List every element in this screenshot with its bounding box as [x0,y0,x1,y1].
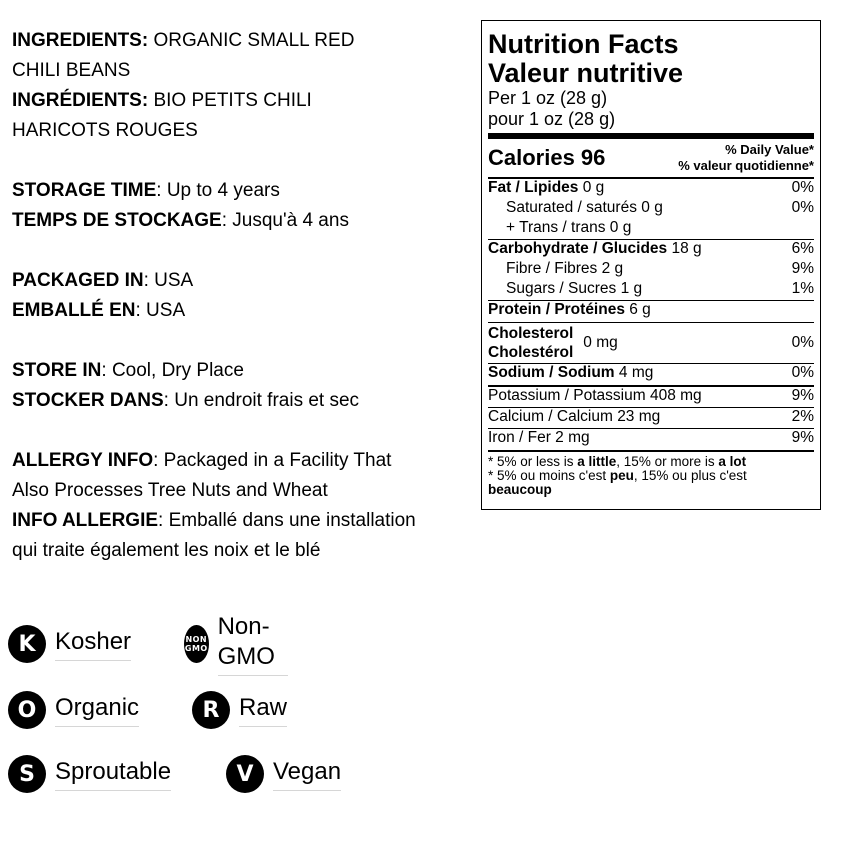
store-in-line: STORE IN: Cool, Dry Place [12,360,244,381]
allergy-info-line: ALLERGY INFO: Packaged in a Facility That [12,450,392,471]
allergy-info-line-2: Also Processes Tree Nuts and Wheat [12,480,328,501]
storage-time-fr-line: TEMPS DE STOCKAGE: Jusqu'à 4 ans [12,210,349,231]
fat-row: Fat / Lipides 0 g 0% [488,179,814,196]
badge-kosher: K Kosher [8,622,131,666]
allergy-info-fr-line-2: qui traite également les noix et le blé [12,540,321,561]
cholesterol-row: Cholesterol Cholestérol 0 mg 0% [488,325,814,361]
badge-vegan: V Vegan [226,752,341,796]
ingredients-fr-line-2: HARICOTS ROUGES [12,120,198,141]
badge-raw: R Raw [192,688,287,732]
storage-time-line: STORAGE TIME: Up to 4 years [12,180,280,201]
carbohydrate-row: Carbohydrate / Glucides 18 g 6% [488,240,814,257]
allergy-info-fr-line: INFO ALLERGIE: Emballé dans une installation [12,510,416,531]
calories-row: Calories 96 % Daily Value* % valeur quotidienne* [488,142,814,173]
sodium-row: Sodium / Sodium 4 mg 0% [488,364,814,381]
badge-non-gmo: NON GMO Non-GMO [184,622,288,666]
iron-row: Iron / Fer 2 mg 9% [488,429,814,446]
ingredients-line: INGREDIENTS: ORGANIC SMALL RED [12,30,355,51]
kosher-icon: K [8,625,46,663]
potassium-row: Potassium / Potassium 408 mg 9% [488,387,814,404]
packaged-in-fr-line: EMBALLÉ EN: USA [12,300,186,321]
packaged-in-line: PACKAGED IN: USA [12,270,194,291]
badge-organic: O Organic [8,688,139,732]
product-info [12,26,472,566]
sproutable-icon: S [8,755,46,793]
serving-size-fr: pour 1 oz (28 g) [488,109,616,129]
protein-row: Protein / Protéines 6 g [488,301,651,318]
daily-value-header: % Daily Value* % valeur quotidienne* [678,142,814,173]
sugars-row: Sugars / Sucres 1 g 1% [506,280,814,297]
fibre-row: Fibre / Fibres 2 g 9% [506,260,814,277]
ingredients-fr-line: INGRÉDIENTS: BIO PETITS CHILI [12,90,312,111]
calcium-row: Calcium / Calcium 23 mg 2% [488,408,814,425]
serving-size-en: Per 1 oz (28 g) [488,88,608,108]
non-gmo-icon: NON GMO [184,625,209,663]
ingredients-line-2: CHILI BEANS [12,60,131,81]
store-in-fr-line: STOCKER DANS: Un endroit frais et sec [12,390,360,411]
trans-row: + Trans / trans 0 g [506,219,632,236]
vegan-icon: V [226,755,264,793]
daily-value-footnote: * 5% or less is a little, 15% or more is a lot * 5% ou moins c'est peu, 15% ou plus c'est beaucoup [488,450,814,497]
nutrition-title-en: Nutrition Facts [488,29,679,59]
nutrition-title-fr: Valeur nutritive [488,58,684,88]
organic-icon: O [8,691,46,729]
saturated-row: Saturated / saturés 0 g 0% [506,199,814,216]
nutrition-facts-panel [481,20,821,510]
badge-sproutable: S Sproutable [8,752,171,796]
raw-icon: R [192,691,230,729]
